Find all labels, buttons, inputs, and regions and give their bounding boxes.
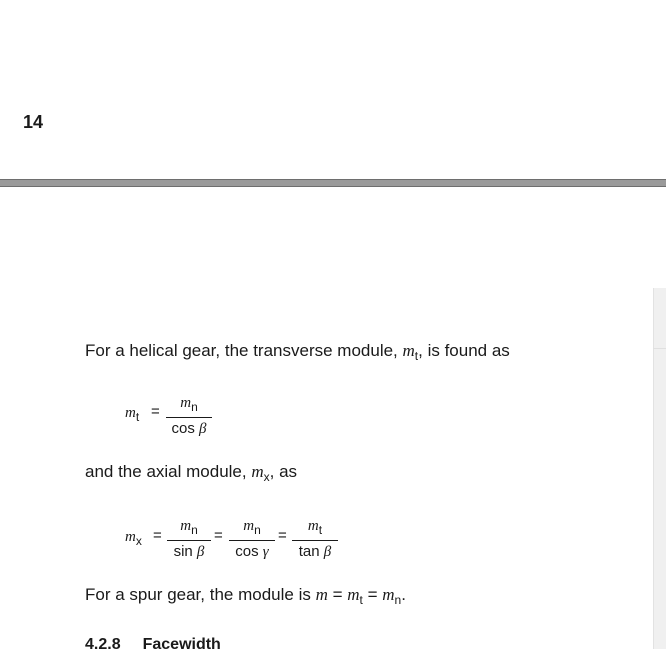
section-title: Facewidth [142, 636, 221, 653]
function-name: cos [171, 420, 200, 437]
paragraph-text: , is found as [418, 341, 510, 360]
equals-sign: = [214, 527, 223, 544]
subscript: x [135, 534, 142, 548]
fraction-denominator [166, 420, 212, 438]
paragraph-text: For a helical gear, the transverse module, [85, 341, 403, 360]
variable-m: m [180, 395, 192, 411]
variable-m: m [125, 405, 136, 421]
section-heading [85, 636, 221, 654]
subscript: t [359, 593, 363, 607]
fraction-numerator [166, 394, 212, 414]
subscript: x [263, 470, 270, 484]
fraction-numerator [292, 517, 338, 537]
variable-m: m [125, 529, 136, 545]
variable-m: m [382, 585, 395, 604]
equation-lhs [125, 404, 139, 424]
greek-symbol: β [196, 544, 205, 560]
function-name: cos [235, 543, 263, 560]
variable-m: m [315, 585, 328, 604]
fraction-denominator [292, 543, 338, 561]
equation-lhs [125, 528, 142, 548]
subscript: n [394, 593, 402, 607]
subscript: n [254, 523, 261, 537]
side-strip-divider [653, 348, 666, 349]
fraction [229, 517, 275, 561]
fraction [166, 394, 212, 438]
subscript: t [135, 410, 140, 424]
fraction-denominator [167, 543, 211, 561]
variable-m: m [347, 585, 360, 604]
side-scroll-strip[interactable] [653, 288, 666, 649]
variable-m: m [243, 518, 255, 534]
paragraph-text: and the axial module, [85, 462, 252, 481]
fraction-bar [292, 540, 338, 541]
fraction-numerator [229, 517, 275, 537]
paragraph-transverse-module [85, 341, 510, 363]
function-name: sin [173, 543, 197, 560]
page-number: 14 [23, 112, 44, 132]
subscript: t [318, 523, 323, 537]
function-name: tan [298, 543, 324, 560]
equals-sign: = [327, 585, 348, 604]
variable-m: m [180, 518, 192, 534]
paragraph-text: For a spur gear, the module is [85, 585, 316, 604]
paragraph-text: , as [269, 462, 298, 481]
variable-m: m [251, 462, 264, 481]
paragraph-spur-gear-module [85, 585, 406, 607]
paragraph-text: . [401, 585, 406, 604]
variable-m: m [402, 341, 415, 360]
fraction-bar [167, 540, 211, 541]
subscript: n [191, 400, 198, 414]
greek-symbol: β [323, 544, 332, 560]
subscript: t [414, 349, 419, 363]
variable-m: m [307, 518, 319, 534]
equals-sign: = [362, 585, 383, 604]
paragraph-axial-module [85, 462, 297, 484]
header-rule [0, 179, 666, 187]
equals-sign: = [153, 527, 162, 544]
fraction [292, 517, 338, 561]
fraction-bar [229, 540, 275, 541]
fraction-denominator [229, 543, 275, 561]
equals-sign: = [151, 403, 160, 420]
equals-sign: = [278, 527, 287, 544]
fraction-bar [166, 417, 212, 418]
fraction [167, 517, 211, 561]
fraction-numerator [167, 517, 211, 537]
greek-symbol: β [199, 421, 207, 437]
greek-symbol: γ [262, 544, 269, 560]
subscript: n [191, 523, 198, 537]
section-number: 4.2.8 [85, 636, 121, 653]
